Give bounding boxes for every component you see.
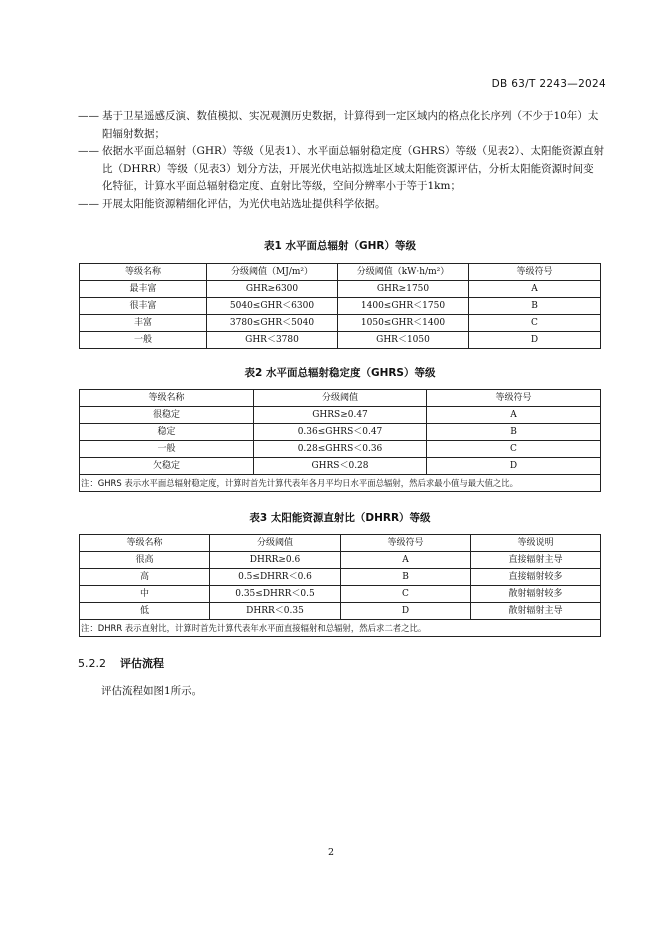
table-cell: B	[427, 424, 601, 441]
table-cell: 散射辐射较多	[471, 586, 601, 603]
column-header: 分级阈值（kW·h/m²）	[338, 264, 469, 281]
table-cell: C	[427, 441, 601, 458]
table-cell: 高	[80, 569, 210, 586]
table-cell: 稳定	[80, 424, 254, 441]
table-cell: 1050≤GHR＜1400	[338, 315, 469, 332]
table-row	[80, 458, 601, 475]
table-cell: C	[469, 315, 601, 332]
table-row	[80, 569, 601, 586]
table-cell: 很稳定	[80, 407, 254, 424]
table-cell: 低	[80, 603, 210, 620]
table-cell: GHRS≥0.47	[254, 407, 427, 424]
table-row	[80, 441, 601, 458]
table-cell: 0.35≤DHRR＜0.5	[210, 586, 341, 603]
table-cell: 最丰富	[80, 281, 207, 298]
table-cell: 一般	[80, 441, 254, 458]
table-cell: A	[341, 552, 471, 569]
table-row	[80, 424, 601, 441]
table-cell: 一般	[80, 332, 207, 349]
table-cell: 散射辐射主导	[471, 603, 601, 620]
column-header: 等级说明	[471, 535, 601, 552]
table3-note: 注：DHRR 表示直射比，计算时首先计算代表年水平面直接辐射和总辐射，然后求二者之比。	[80, 620, 601, 637]
section-heading	[78, 655, 164, 671]
table-cell: B	[341, 569, 471, 586]
table-cell: GHRS＜0.28	[254, 458, 427, 475]
column-header: 分级阈值	[254, 390, 427, 407]
table-cell: 0.36≤GHRS＜0.47	[254, 424, 427, 441]
table-cell: 0.5≤DHRR＜0.6	[210, 569, 341, 586]
table-cell: GHR≥1750	[338, 281, 469, 298]
table-cell: B	[469, 298, 601, 315]
table-cell: A	[427, 407, 601, 424]
table-note-row	[80, 475, 601, 492]
table-note-row	[80, 620, 601, 637]
table-header-row	[80, 535, 601, 552]
table-cell: GHR＜3780	[207, 332, 338, 349]
page-number: 2	[327, 847, 335, 858]
table-row	[80, 552, 601, 569]
table-cell: DHRR＜0.35	[210, 603, 341, 620]
bullet-dash: ——	[78, 197, 99, 210]
column-header: 等级名称	[80, 390, 254, 407]
table2-note: 注：GHRS 表示水平面总辐射稳定度，计算时首先计算代表年各月平均日水平面总辐射，然后求最小值与最大值之比。	[80, 475, 601, 492]
table-cell: 丰富	[80, 315, 207, 332]
table-row	[80, 603, 601, 620]
table-cell: 中	[80, 586, 210, 603]
table-cell: 0.28≤GHRS＜0.36	[254, 441, 427, 458]
body-paragraph: 评估流程如图1所示。	[101, 685, 203, 697]
table2-caption: 表2 水平面总辐射稳定度（GHRS）等级	[244, 367, 436, 379]
bullet-dash: ——	[78, 145, 99, 158]
column-header: 等级名称	[80, 264, 207, 281]
column-header: 分级阈值（MJ/m²）	[207, 264, 338, 281]
table-cell: D	[341, 603, 471, 620]
table1-ghr-grades	[79, 263, 601, 349]
table-row	[80, 407, 601, 424]
column-header: 等级符号	[341, 535, 471, 552]
table-header-row	[80, 264, 601, 281]
column-header: 等级名称	[80, 535, 210, 552]
table-cell: 3780≤GHR＜5040	[207, 315, 338, 332]
table-header-row	[80, 390, 601, 407]
table-cell: GHR＜1050	[338, 332, 469, 349]
column-header: 等级符号	[427, 390, 601, 407]
table-cell: 直接辐射主导	[471, 552, 601, 569]
table-cell: 很丰富	[80, 298, 207, 315]
bullet-dash: ——	[78, 110, 99, 122]
column-header: 等级符号	[469, 264, 601, 281]
bullet-item: —— 开展太阳能资源精细化评估，为光伏电站选址提供科学依据。	[78, 196, 604, 214]
table-cell: DHRR≥0.6	[210, 552, 341, 569]
table-cell: 直接辐射较多	[471, 569, 601, 586]
table-cell: C	[341, 586, 471, 603]
section-title: 评估流程	[120, 657, 164, 670]
table1-caption: 表1 水平面总辐射（GHR）等级	[264, 240, 416, 252]
table-cell: A	[469, 281, 601, 298]
table2-ghrs-grades	[79, 389, 601, 492]
table-cell: 1400≤GHR＜1750	[338, 298, 469, 315]
table-cell: D	[427, 458, 601, 475]
table-cell: GHR≥6300	[207, 281, 338, 298]
table-row	[80, 281, 601, 298]
table-row	[80, 332, 601, 349]
section-number: 5.2.2	[78, 657, 106, 670]
table-row	[80, 586, 601, 603]
table-row	[80, 315, 601, 332]
table-row	[80, 298, 601, 315]
table3-dhrr-grades	[79, 534, 601, 637]
document-id: DB 63/T 2243—2024	[491, 78, 606, 90]
bullet-list	[78, 108, 604, 214]
column-header: 分级阈值	[210, 535, 341, 552]
table-cell: 很高	[80, 552, 210, 569]
table3-caption: 表3 太阳能资源直射比（DHRR）等级	[249, 512, 431, 524]
table-cell: D	[469, 332, 601, 349]
table-cell: 欠稳定	[80, 458, 254, 475]
bullet-item: —— 基于卫星遥感反演、数值模拟、实况观测历史数据，计算得到一定区域内的格点化长序列（不少于10年）太阳辐射数据；	[78, 110, 599, 140]
bullet-item: —— 依据水平面总辐射（GHR）等级（见表1）、水平面总辐射稳定度（GHRS）等级（见表2）、太阳能资源直射比（DHRR）等级（见表3）划分方法，开展光伏电站拟选址区域太阳能资源评估，分析太阳能资源时间变化特征，计算水平面总辐射稳定度、直射比等级，空间分辨率小于等于1km；	[78, 145, 604, 193]
table-cell: 5040≤GHR＜6300	[207, 298, 338, 315]
